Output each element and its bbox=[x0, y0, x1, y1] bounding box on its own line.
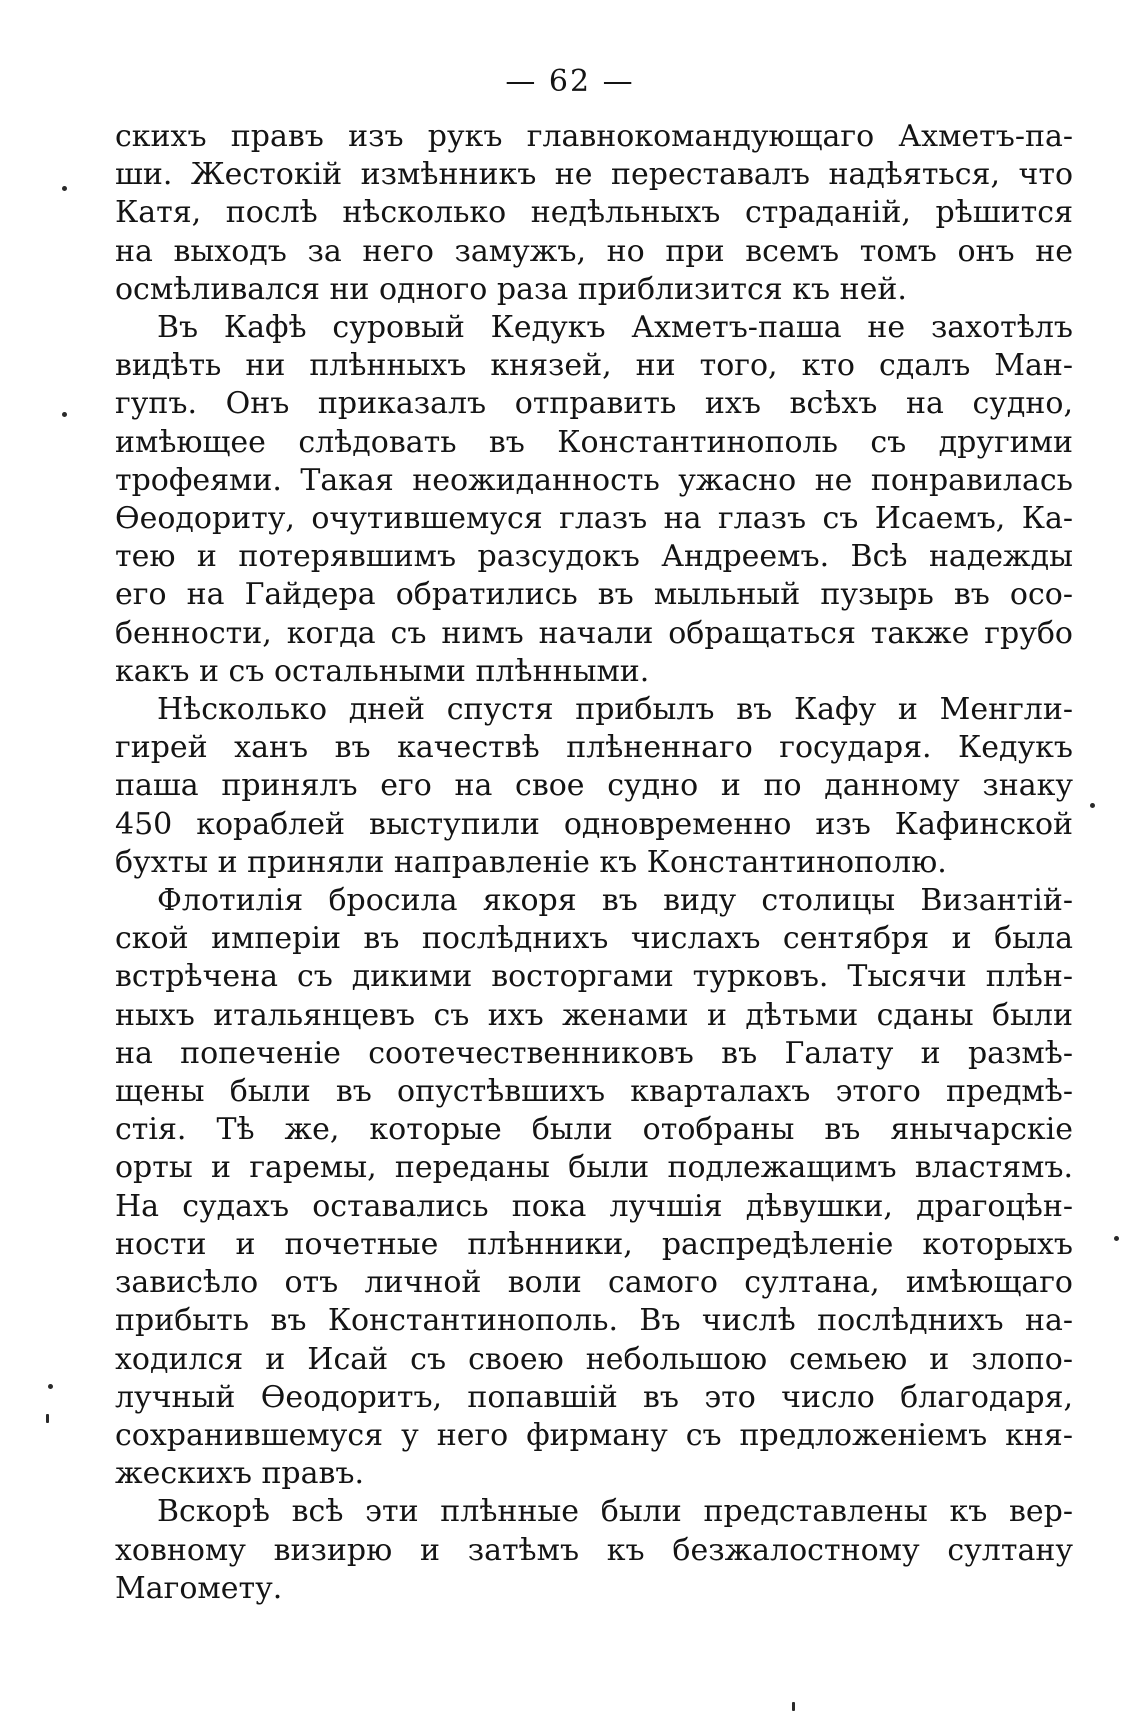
text-line: ши. Жестокій измѣнникъ не переставалъ надѣяться, что bbox=[115, 157, 1073, 193]
text-line: орты и гаремы, переданы были подлежащимъ властямъ. bbox=[115, 1150, 1073, 1186]
margin-speck bbox=[62, 412, 67, 417]
text-line: гирей ханъ въ качествѣ плѣненнаго государя. Кедукъ bbox=[115, 730, 1073, 766]
text-line: Нѣсколько дней спустя прибылъ въ Кафу и Менгли- bbox=[157, 692, 1073, 728]
margin-speck bbox=[1090, 803, 1095, 808]
text-line: Вскорѣ всѣ эти плѣнные были представлены къ вер- bbox=[157, 1494, 1073, 1530]
text-line: жескихъ правъ. bbox=[115, 1456, 365, 1492]
text-line: стія. Тѣ же, которые были отобраны въ янычарскіе bbox=[115, 1112, 1073, 1148]
margin-speck bbox=[48, 1384, 53, 1389]
text-line: На судахъ оставались пока лучшія дѣвушки, драгоцѣн- bbox=[115, 1188, 1073, 1224]
text-line: какъ и съ остальными плѣнными. bbox=[115, 653, 650, 689]
text-line: ходился и Исай съ своею небольшою семьею и злопо- bbox=[115, 1341, 1073, 1377]
text-line: на попеченіе соотечественниковъ въ Галату и размѣ- bbox=[115, 1035, 1073, 1071]
text-line: 450 кораблей выступили одновременно изъ Кафинской bbox=[115, 806, 1073, 842]
text-line: ности и почетные плѣнники, распредѣленіе которыхъ bbox=[115, 1226, 1073, 1262]
text-line: Катя, послѣ нѣсколько недѣльныхъ страданій, рѣшится bbox=[115, 195, 1073, 231]
text-line: прибыть въ Константинополь. Въ числѣ послѣднихъ на- bbox=[115, 1303, 1073, 1339]
text-line: ныхъ итальянцевъ съ ихъ женами и дѣтьми сданы были bbox=[115, 997, 1073, 1033]
text-line: на выходъ за него замужъ, но при всемъ томъ онъ не bbox=[115, 233, 1073, 269]
text-line: осмѣливался ни одного раза приблизится къ ней. bbox=[115, 271, 907, 307]
text-line: бухты и приняли направленіе къ Константинополю. bbox=[115, 844, 947, 880]
text-line: лучный Өеодоритъ, попавшій въ это число благодаря, bbox=[115, 1379, 1073, 1415]
text-line: видѣть ни плѣнныхъ князей, ни того, кто сдалъ Ман- bbox=[115, 348, 1073, 384]
margin-speck bbox=[62, 186, 67, 191]
text-line: Магомету. bbox=[115, 1570, 283, 1606]
text-line: встрѣчена съ дикими восторгами турковъ. Тысячи плѣн- bbox=[115, 959, 1073, 995]
text-line: Флотилія бросила якоря въ виду столицы Византій- bbox=[157, 883, 1073, 919]
text-line: Өеодориту, очутившемуся глазъ на глазъ съ Исаемъ, Ка- bbox=[115, 501, 1073, 537]
margin-speck bbox=[792, 1702, 795, 1711]
body-text bbox=[115, 118, 1073, 1608]
text-line: бенности, когда съ нимъ начали обращаться также грубо bbox=[115, 615, 1073, 651]
text-line: гупъ. Онъ приказалъ отправить ихъ всѣхъ на судно, bbox=[115, 386, 1073, 422]
paragraph bbox=[115, 691, 1073, 882]
text-line: ской имперіи въ послѣднихъ числахъ сентября и была bbox=[115, 921, 1073, 957]
text-line: Въ Кафѣ суровый Кедукъ Ахметъ-паша не захотѣлъ bbox=[157, 310, 1073, 346]
text-line: ховному визирю и затѣмъ къ безжалостному султану bbox=[115, 1532, 1073, 1568]
text-line: сохранившемуся у него фирману съ предложеніемъ кня- bbox=[115, 1417, 1073, 1453]
text-line: щены были въ опустѣвшихъ кварталахъ этого предмѣ- bbox=[115, 1074, 1073, 1110]
text-line: его на Гайдера обратились въ мыльный пузырь въ осо- bbox=[115, 577, 1073, 613]
text-line: тею и потерявшимъ разсудокъ Андреемъ. Всѣ надежды bbox=[115, 539, 1073, 575]
paragraph bbox=[115, 1493, 1073, 1608]
paragraph bbox=[115, 309, 1073, 691]
text-line: зависѣло отъ личной воли самого султана, имѣющаго bbox=[115, 1265, 1073, 1301]
text-line: скихъ правъ изъ рукъ главнокомандующаго Ахметъ-па- bbox=[115, 119, 1073, 154]
margin-speck bbox=[46, 1414, 49, 1423]
margin-speck bbox=[1114, 1236, 1119, 1241]
page-number: — 62 — bbox=[505, 64, 635, 99]
text-line: имѣющее слѣдовать въ Константинополь съ другими bbox=[115, 424, 1073, 460]
paragraph bbox=[115, 118, 1073, 309]
paragraph bbox=[115, 882, 1073, 1493]
text-line: трофеями. Такая неожиданность ужасно не понравилась bbox=[115, 462, 1073, 498]
text-line: паша принялъ его на свое судно и по данному знаку bbox=[115, 768, 1073, 804]
